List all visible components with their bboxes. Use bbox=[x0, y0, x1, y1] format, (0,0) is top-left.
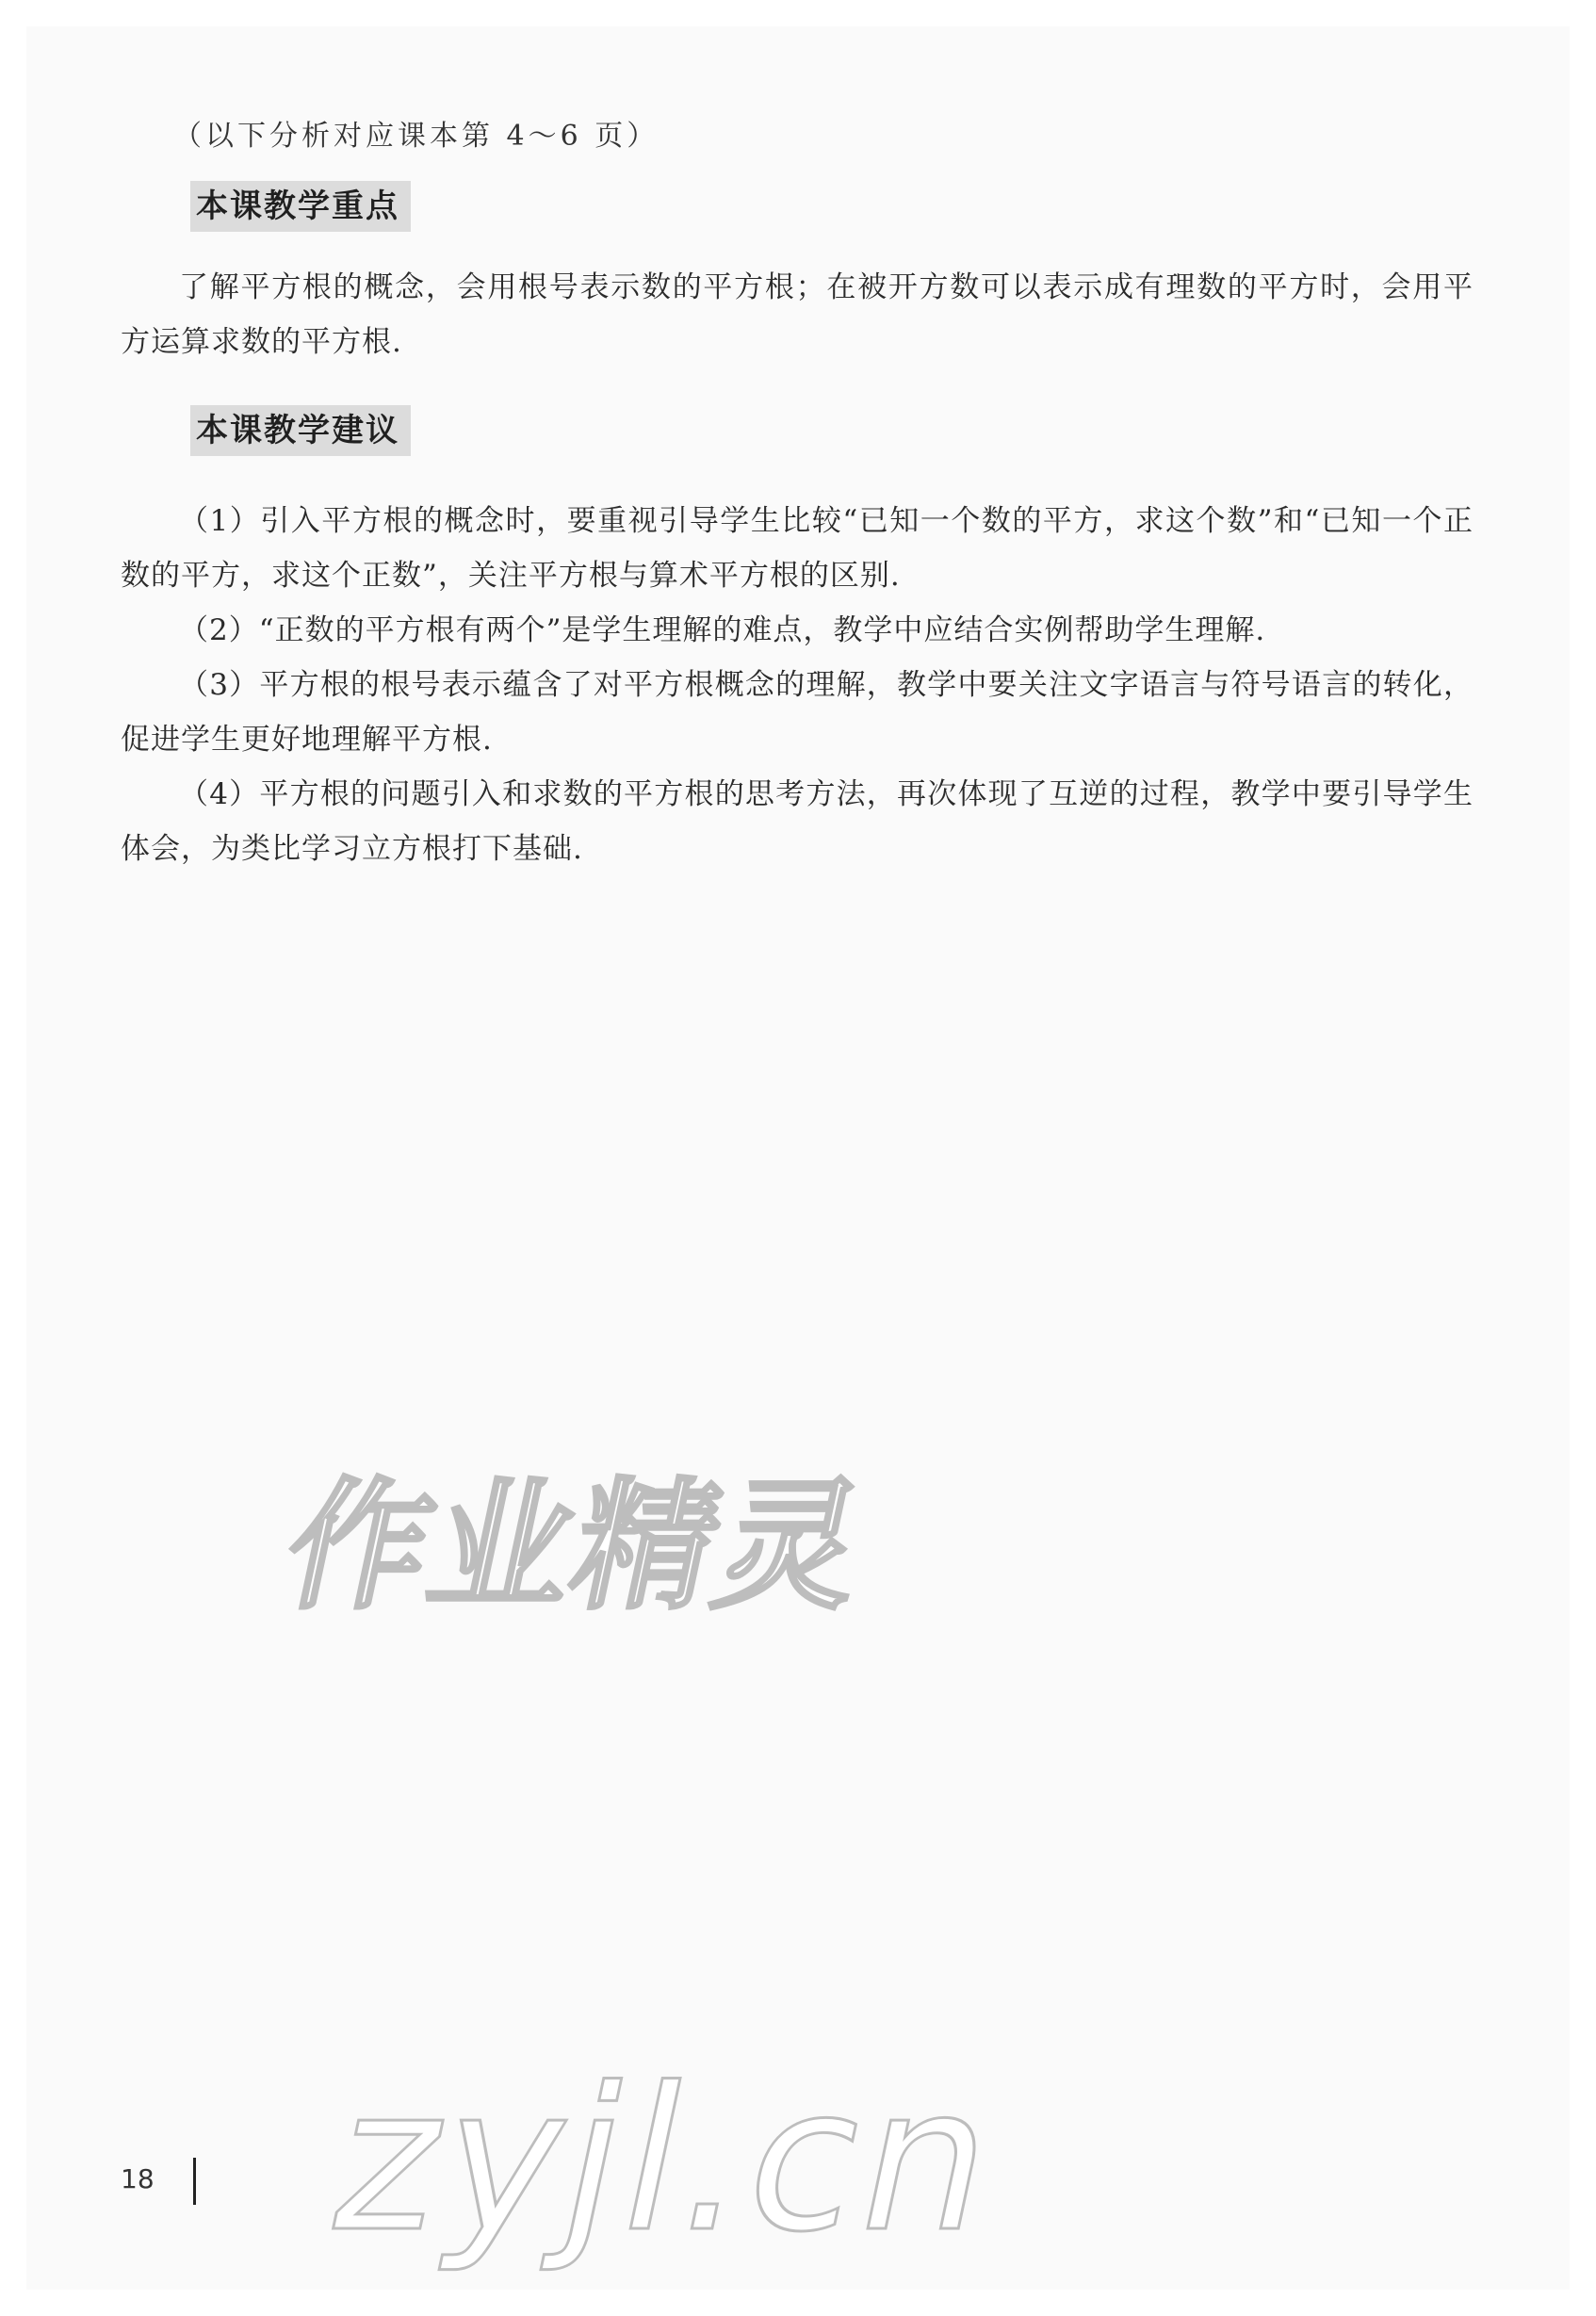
suggestion-list bbox=[121, 494, 1474, 876]
page-content bbox=[121, 113, 1474, 876]
watermark-text: 作业精灵 bbox=[271, 1465, 880, 1629]
watermark-url: zyjl.cn bbox=[314, 2045, 1018, 2275]
suggestion-item: （1）引入平方根的概念时，要重视引导学生比较“已知一个数的平方，求这个数”和“已知一个正数的平方，求这个正数”，关注平方根与算术平方根的区别. bbox=[121, 504, 1474, 593]
page-number-divider bbox=[193, 2158, 196, 2205]
section-heading-suggestions: 本课教学建议 bbox=[190, 405, 411, 456]
suggestion-item: （2）“正数的平方根有两个”是学生理解的难点，教学中应结合实例帮助学生理解. bbox=[179, 613, 1266, 647]
focus-paragraph: 了解平方根的概念，会用根号表示数的平方根；在被开方数可以表示成有理数的平方时，会用平方运算求数的平方根. bbox=[121, 270, 1474, 359]
suggestion-item: （3）平方根的根号表示蕴含了对平方根概念的理解，教学中要关注文字语言与符号语言的转化，促进学生更好地理解平方根. bbox=[121, 668, 1474, 757]
textbook-page-note: （以下分析对应课本第 4～6 页） bbox=[173, 120, 660, 153]
section-heading-focus: 本课教学重点 bbox=[190, 181, 411, 232]
suggestion-item: （4）平方根的问题引入和求数的平方根的思考方法，再次体现了互逆的过程，教学中要引导学生体会，为类比学习立方根打下基础. bbox=[121, 777, 1474, 866]
page-number: 18 bbox=[121, 2163, 155, 2194]
